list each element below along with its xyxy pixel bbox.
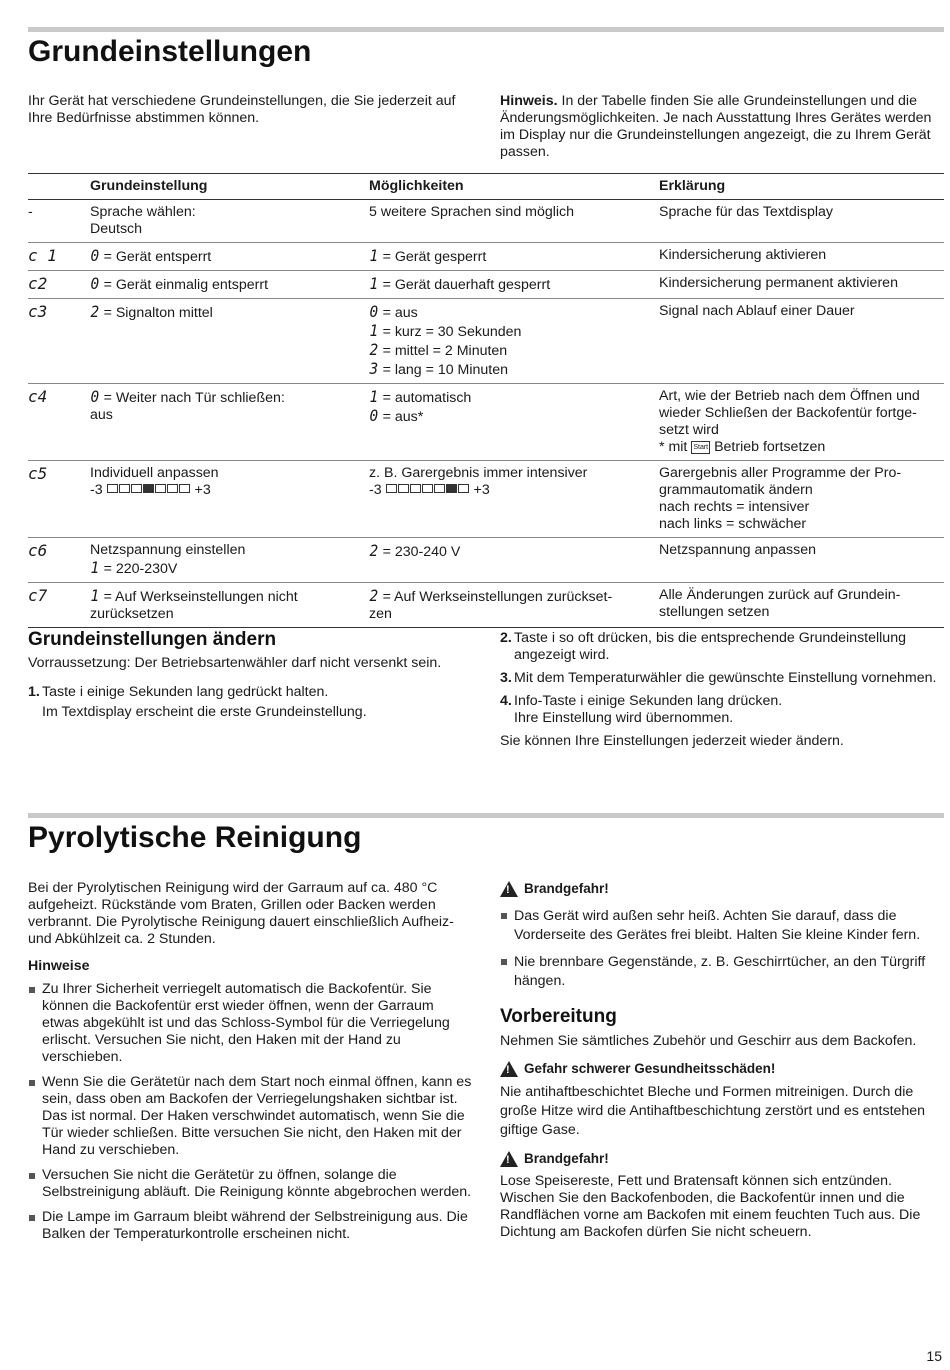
row-code [28, 583, 90, 628]
step-text: Mit dem Temperaturwähler die gewünschte Einstellung vornehmen. [514, 670, 937, 686]
code-display: c4 [28, 387, 48, 406]
steps-list-right [500, 630, 944, 727]
start-key-icon: Start [691, 441, 710, 454]
code-display: c5 [28, 464, 48, 483]
notes-list [28, 981, 473, 1243]
option-line: zen [369, 606, 392, 622]
row-options [369, 271, 659, 299]
row-explain [659, 538, 944, 583]
explain-line: nach links = schwächer [659, 516, 807, 532]
code-display: c3 [28, 302, 48, 321]
setting-line: Deutsch [90, 221, 143, 237]
row-explain [659, 299, 944, 384]
segment-digit: 2 [369, 340, 379, 359]
option-text: = kurz = 30 Sekunden [382, 324, 522, 340]
section-rule-top [28, 27, 944, 32]
segment-digit: 0 [90, 387, 100, 406]
row-options [369, 583, 659, 628]
segment-digit: 1 [369, 387, 379, 406]
intro-right [500, 93, 944, 161]
step-item [28, 684, 473, 721]
option-text: = automatisch [382, 390, 472, 406]
warning-triangle-icon [500, 1151, 518, 1167]
warning-item: Nie brennbare Gegenstände, z. B. Geschirrtücher, an den Türgriff hängen. [500, 953, 944, 991]
table-row [28, 299, 944, 384]
setting-line: Sprache wählen: [90, 204, 196, 220]
setting-text: = 220-230V [103, 561, 178, 577]
option-line [369, 303, 655, 322]
scale-max: +3 [194, 482, 211, 498]
segment-digit: 1 [90, 558, 100, 577]
explain-line: Garergebnis aller Programme der Pro- [659, 465, 902, 481]
option-text: = 230-240 V [382, 544, 461, 560]
level-box-active [143, 484, 154, 493]
step-item [500, 670, 944, 687]
level-box [386, 484, 397, 493]
table-row [28, 243, 944, 271]
steps-list-left [28, 684, 473, 721]
row-code [28, 271, 90, 299]
option-line: = Gerät dauerhaft gesperrt [382, 277, 551, 293]
fire-warning-list [500, 907, 944, 991]
change-title: Grundeinstellungen ändern [28, 629, 277, 650]
level-box [434, 484, 445, 493]
segment-digit: 2 [90, 302, 100, 321]
table-header-code [28, 174, 90, 200]
code-display: c 1 [28, 246, 57, 265]
prep-title: Vorbereitung [500, 1006, 617, 1027]
health-warning-heading [500, 1060, 944, 1077]
row-code [28, 384, 90, 461]
option-line [369, 322, 655, 341]
explain-line: Art, wie der Betrieb nach dem Öffnen und [659, 388, 920, 404]
page-number: 15 [926, 1348, 942, 1364]
row-options [369, 461, 659, 538]
option-line [369, 388, 655, 407]
row-code [28, 243, 90, 271]
table-row [28, 538, 944, 583]
code-display: c2 [28, 274, 48, 293]
row-explain [659, 200, 944, 243]
note-item: Die Lampe im Garraum bleibt während der Selbstreinigung aus. Die Balken der Temperaturkontrolle erscheinen nicht. [28, 1209, 473, 1243]
segment-digit: 0 [369, 302, 379, 321]
explain-line: Kindersicherung permanent aktivieren [659, 275, 898, 291]
intro-text: Ihr Gerät hat verschiedene Grundeinstellungen, die Sie jederzeit auf Ihre Bedürfnisse abstimmen können. [28, 93, 456, 126]
segment-digit: 0 [369, 406, 379, 425]
option-line: 5 weitere Sprachen sind möglich [369, 204, 575, 220]
health-text: Nie antihaftbeschichtet Bleche und Formen mitreinigen. Durch die große Hitze wird die Antihaftbeschichtung zerstört und es entstehen giftige Gase. [500, 1084, 926, 1138]
step-subtext: Im Textdisplay erscheint die erste Grundeinstellung. [42, 704, 367, 720]
table-row [28, 461, 944, 538]
row-explain [659, 271, 944, 299]
option-text: = Auf Werkseinstellungen zurückset- [382, 589, 613, 605]
row-explain [659, 384, 944, 461]
code-display: c6 [28, 541, 48, 560]
change-closing: Sie können Ihre Einstellungen jederzeit wieder ändern. [500, 733, 844, 749]
hint-text: In der Tabelle finden Sie alle Grundeinstellungen und die Änderungsmöglichkeiten. Je nach Ausstattung Ihres Gerätes werden im Display nur die Grundeinstellungen angezeigt, die zu Ihrem Gerät passen. [500, 93, 932, 160]
explain-line: Kindersicherung aktivieren [659, 247, 827, 263]
explain-line: Netzspannung anpassen [659, 542, 816, 558]
row-setting [90, 243, 369, 271]
table-row [28, 384, 944, 461]
step-item [500, 630, 944, 664]
scale-min: -3 [369, 482, 382, 498]
setting-line: zurücksetzen [90, 606, 174, 622]
level-scale-example [369, 482, 655, 499]
level-box [107, 484, 118, 493]
warning-label: Brandgefahr! [524, 1151, 609, 1166]
setting-line [90, 559, 365, 578]
code-text: - [28, 204, 33, 220]
row-setting [90, 200, 369, 243]
table-header-explain: Erklärung [659, 174, 944, 200]
hint-paragraph [500, 93, 944, 161]
option-line: z. B. Garergebnis immer intensiver [369, 465, 588, 481]
level-box [119, 484, 130, 493]
settings-table [28, 173, 944, 628]
section-title-grundeinstellungen: Grundeinstellungen [28, 35, 312, 68]
setting-line: aus [90, 407, 113, 423]
segment-digit: 0 [90, 246, 100, 265]
change-left-column [28, 628, 473, 727]
pyro-left-column [28, 880, 473, 1251]
option-text: = mittel = 2 Minuten [382, 343, 508, 359]
level-box [131, 484, 142, 493]
level-box [458, 484, 469, 493]
table-row [28, 583, 944, 628]
level-box [179, 484, 190, 493]
explain-text: Betrieb fortsetzen [710, 439, 826, 455]
level-box [422, 484, 433, 493]
level-box [155, 484, 166, 493]
segment-digit: 1 [369, 321, 379, 340]
change-right-column [500, 630, 944, 750]
row-explain [659, 583, 944, 628]
segment-digit: 3 [369, 359, 379, 378]
setting-line: Netzspannung einstellen [90, 542, 246, 558]
warning-triangle-icon [500, 881, 518, 897]
level-box-active [446, 484, 457, 493]
step-number: 1. [28, 684, 40, 700]
option-line [369, 360, 655, 379]
explain-line: setzt wird [659, 422, 719, 438]
row-setting [90, 384, 369, 461]
fire-warning-heading-2 [500, 1150, 944, 1167]
intro-left [28, 93, 473, 127]
segment-digit: 1 [90, 586, 100, 605]
explain-line [659, 439, 940, 456]
warning-label: Gefahr schwerer Gesundheitsschäden! [524, 1061, 776, 1076]
pyro-right-column [500, 880, 944, 1241]
option-line [369, 587, 655, 606]
option-line: = Gerät gesperrt [382, 249, 487, 265]
setting-text: = Weiter nach Tür schließen: [103, 390, 285, 406]
table-header-setting: Grundeinstellung [90, 174, 369, 200]
step-item [500, 693, 944, 727]
setting-line: Individuell anpassen [90, 465, 219, 481]
level-box [398, 484, 409, 493]
row-setting [90, 299, 369, 384]
row-options [369, 243, 659, 271]
warning-item: Das Gerät wird außen sehr heiß. Achten Sie darauf, dass die Vorderseite des Gerätes frei bleibt. Halten Sie kleine Kinder fern. [500, 907, 944, 945]
prep-text: Nehmen Sie sämtliches Zubehör und Geschirr aus dem Backofen. [500, 1033, 917, 1049]
fire-warning-heading [500, 880, 944, 897]
explain-line: Signal nach Ablauf einer Dauer [659, 303, 855, 319]
row-code [28, 299, 90, 384]
table-header-options: Möglichkeiten [369, 174, 659, 200]
segment-digit: 2 [369, 586, 379, 605]
change-precondition: Vorraussetzung: Der Betriebsartenwähler darf nicht versenkt sein. [28, 655, 442, 671]
table-row [28, 200, 944, 243]
pyro-intro: Bei der Pyrolytischen Reinigung wird der Garraum auf ca. 480 °C aufgeheizt. Rückstände vom Braten, Grillen oder Backen werden verbrannt. Die Pyrolytische Reinigung dauert einschließlich Aufheiz- und Abkühlzeit ca. 2 Stunden. [28, 880, 454, 947]
step-text: Taste i so oft drücken, bis die entsprechende Grundeinstellung angezeigt wird. [514, 630, 906, 663]
step-text: Taste i einige Sekunden lang gedrückt halten. [42, 684, 329, 700]
row-setting [90, 271, 369, 299]
setting-line: = Gerät einmalig entsperrt [103, 277, 269, 293]
level-scale-default [90, 482, 365, 499]
option-line [369, 407, 655, 426]
step-number: 2. [500, 630, 512, 646]
step-number: 3. [500, 670, 512, 686]
row-code [28, 461, 90, 538]
explain-line: grammautomatik ändern [659, 482, 813, 498]
fire-text-2: Lose Speisereste, Fett und Bratensaft können sich entzünden. Wischen Sie den Backofenboden, die Backofentür innen und die Randflächen vorne am Backofen mit einem feuchten Tuch aus. Die Dichtung am Backofen dürfen Sie nicht scheuern. [500, 1173, 921, 1240]
level-box [167, 484, 178, 493]
setting-line [90, 388, 365, 407]
row-options [369, 384, 659, 461]
row-options [369, 538, 659, 583]
note-item: Wenn Sie die Gerätetür nach dem Start noch einmal öffnen, kann es sein, dass oben am Backofen der Verriegelungshaken sichtbar ist. Das ist normal. Der Haken verschwindet automatisch, wenn Sie die Tür wieder schließen. Bitte versuchen Sie nicht, den Haken mit der Hand zu verschieben. [28, 1074, 473, 1159]
option-text: = aus [382, 305, 418, 321]
scale-min: -3 [90, 482, 103, 498]
explain-line: nach rechts = intensiver [659, 499, 810, 515]
row-explain [659, 461, 944, 538]
scale-max: +3 [473, 482, 490, 498]
explain-line: Alle Änderungen zurück auf Grundein- [659, 587, 901, 603]
row-setting [90, 583, 369, 628]
hint-label: Hinweis. [500, 93, 558, 109]
table-row [28, 271, 944, 299]
warning-label: Brandgefahr! [524, 881, 609, 896]
segment-digit: 2 [369, 541, 379, 560]
row-code [28, 538, 90, 583]
row-options [369, 299, 659, 384]
notes-title: Hinweise [28, 958, 90, 974]
setting-line: = Gerät entsperrt [103, 249, 212, 265]
note-item: Versuchen Sie nicht die Gerätetür zu öffnen, solange die Selbstreinigung abläuft. Die Reinigung könnte abgebrochen werden. [28, 1167, 473, 1201]
section-title-pyrolytische-reinigung: Pyrolytische Reinigung [28, 821, 362, 854]
explain-line: wieder Schließen der Backofentür fortge- [659, 405, 917, 421]
step-subtext: Ihre Einstellung wird übernommen. [514, 710, 734, 726]
option-text: = lang = 10 Minuten [382, 362, 509, 378]
warning-triangle-icon [500, 1061, 518, 1077]
setting-line: = Signalton mittel [103, 305, 213, 321]
segment-digit: 1 [369, 274, 379, 293]
row-explain [659, 243, 944, 271]
explain-text: * mit [659, 439, 688, 455]
explain-line: Sprache für das Textdisplay [659, 204, 834, 220]
note-item: Zu Ihrer Sicherheit verriegelt automatisch die Backofentür. Sie können die Backofentür erst wieder öffnen, wenn der Garraum etwas abgekühlt ist und das Schloss-Symbol für die Verriegelung erlischt. Versuchen Sie nicht, den Haken mit der Hand zu verschieben. [28, 981, 473, 1066]
table-header-row [28, 174, 944, 200]
step-number: 4. [500, 693, 512, 709]
explain-line: stellungen setzen [659, 604, 770, 620]
segment-digit: 0 [90, 274, 100, 293]
step-text: Info-Taste i einige Sekunden lang drücken. [514, 693, 783, 709]
setting-line [90, 587, 365, 606]
row-code [28, 200, 90, 243]
row-setting [90, 538, 369, 583]
row-options [369, 200, 659, 243]
section-rule-pyro [28, 813, 944, 818]
option-text: = aus* [382, 409, 424, 425]
row-setting [90, 461, 369, 538]
level-box [410, 484, 421, 493]
option-line [369, 341, 655, 360]
segment-digit: 1 [369, 246, 379, 265]
code-display: c7 [28, 586, 48, 605]
setting-text: = Auf Werkseinstellungen nicht [103, 589, 298, 605]
